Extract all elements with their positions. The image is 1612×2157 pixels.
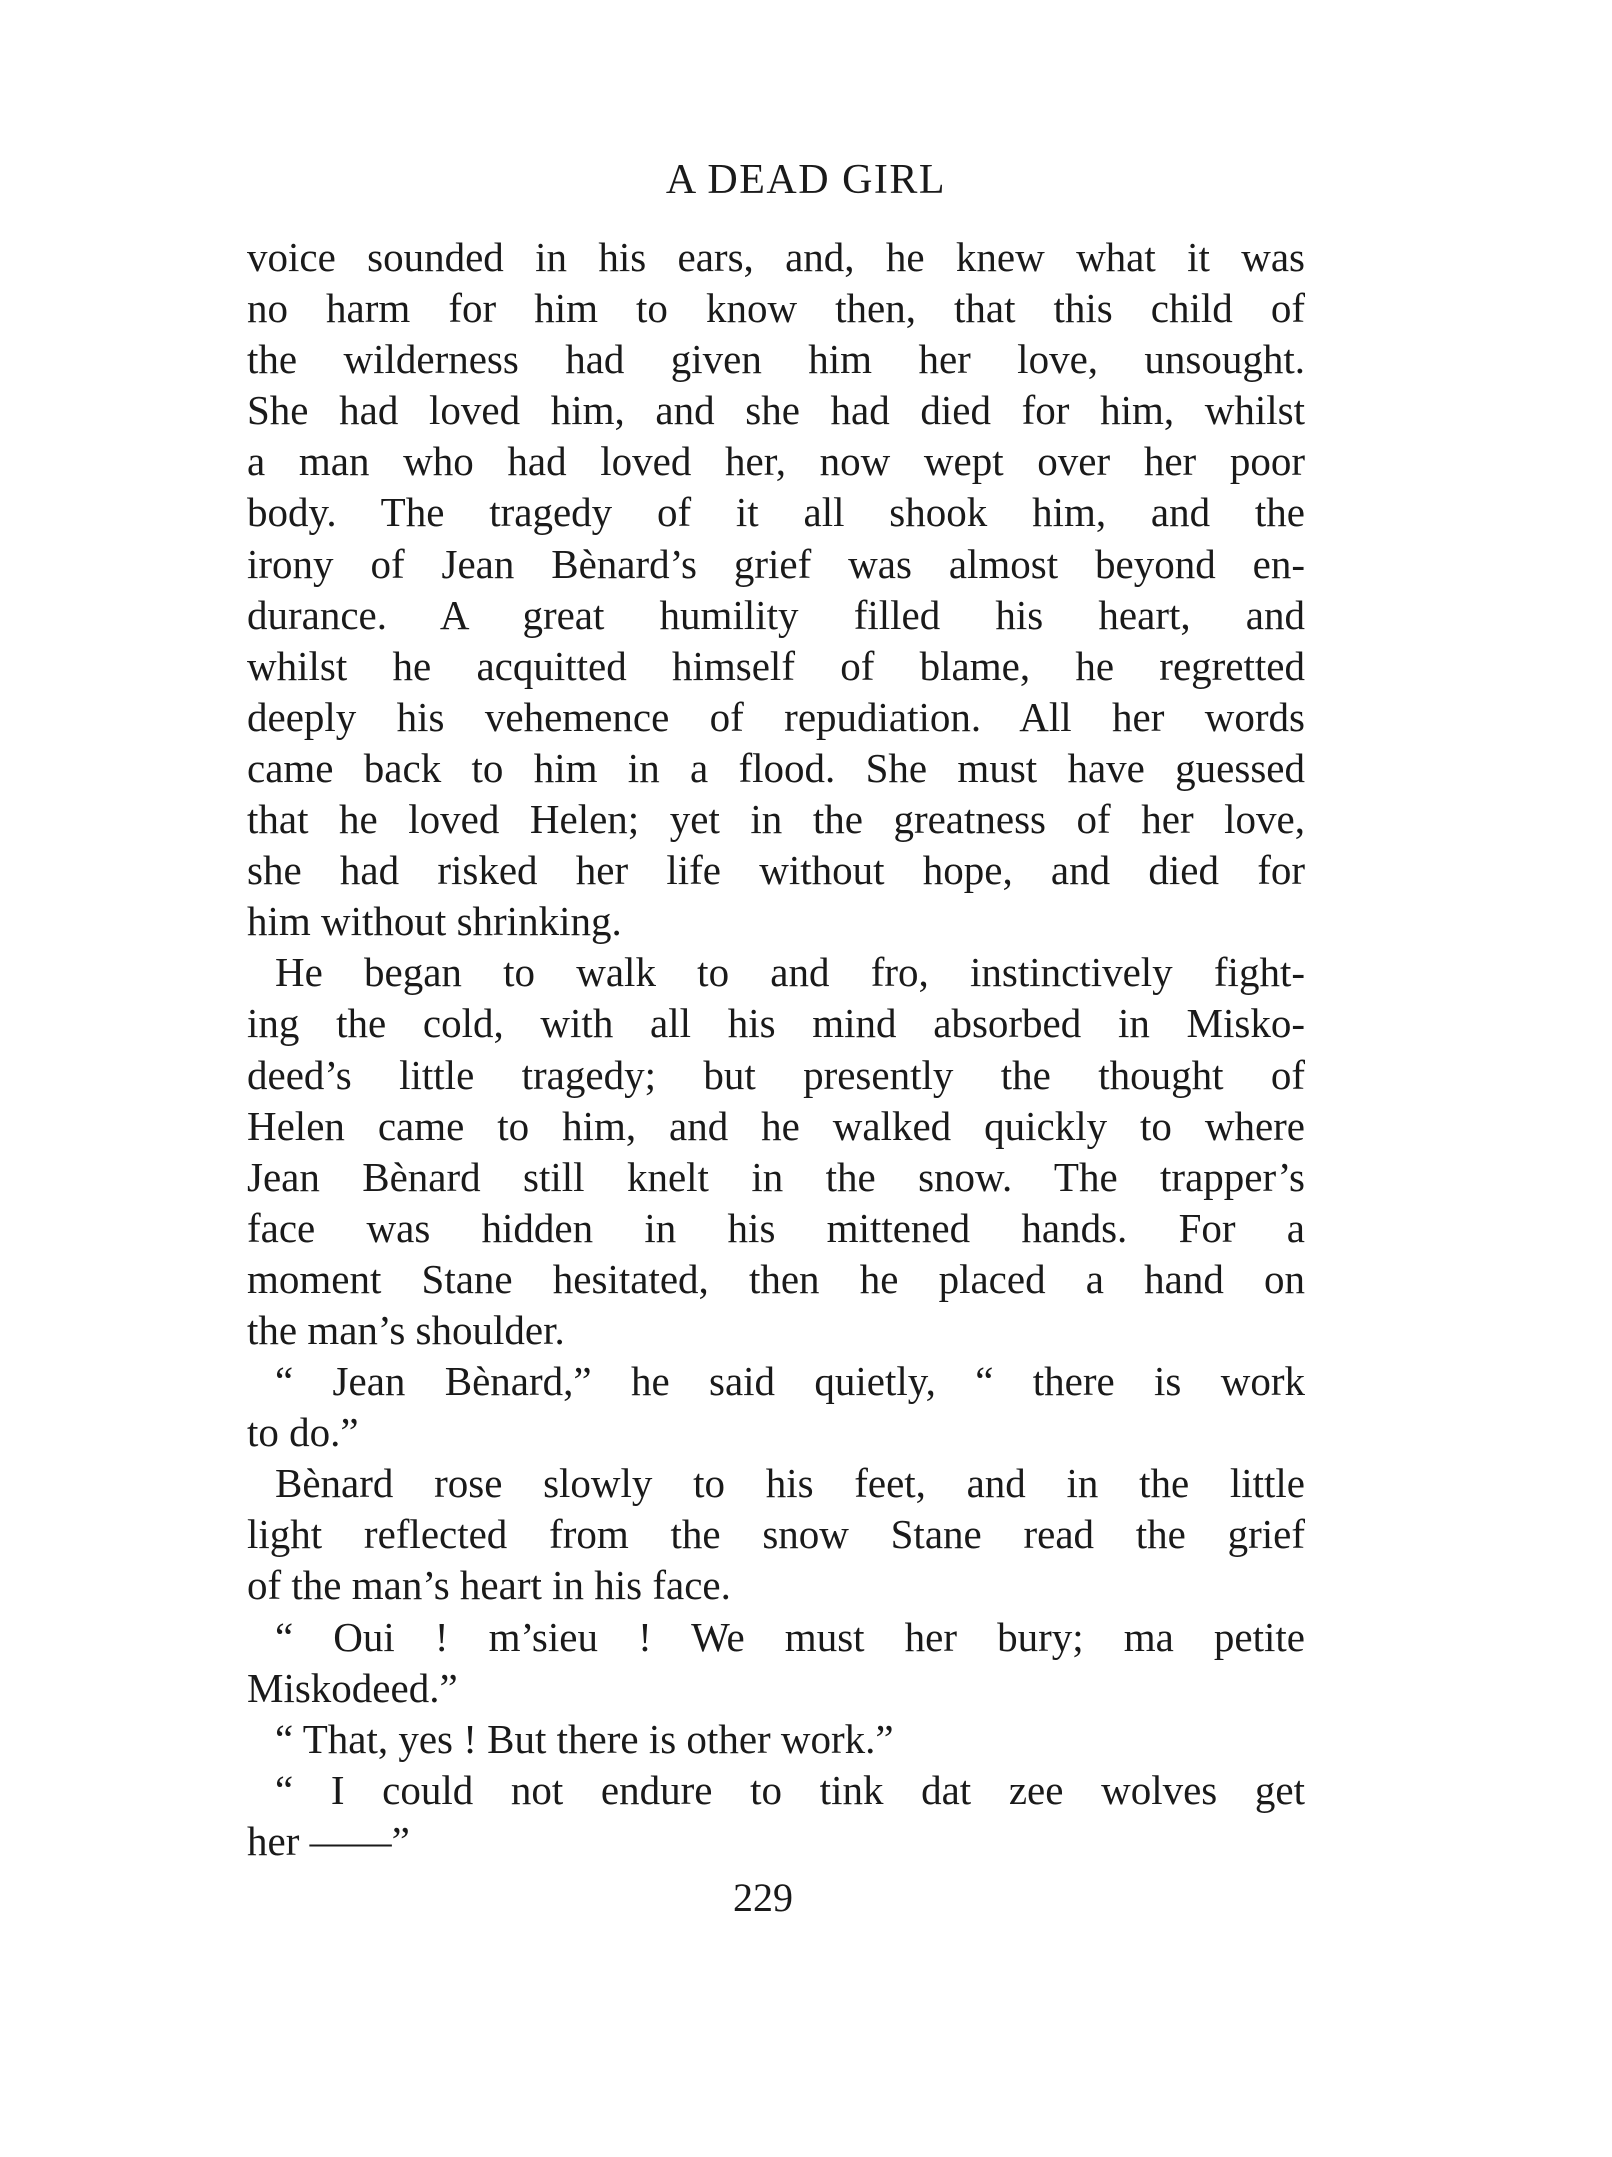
text-line: He began to walk to and fro, instinctively fight-	[275, 949, 1305, 996]
text-line: her ——”	[247, 1817, 410, 1864]
text-line: Helen came to him, and he walked quickly to where	[247, 1102, 1305, 1149]
text-line: to do.”	[247, 1409, 359, 1456]
text-line: came back to him in a flood. She must have guessed	[247, 744, 1305, 791]
page-number: 229	[733, 1875, 793, 1920]
text-line: “ Jean Bènard,” he said quietly, “ there is work	[275, 1358, 1305, 1405]
text-line: whilst he acquitted himself of blame, he regretted	[247, 642, 1305, 689]
text-line: irony of Jean Bènard’s grief was almost beyond en-	[247, 540, 1305, 587]
text-line: him without shrinking.	[247, 898, 622, 945]
text-line: Bènard rose slowly to his feet, and in the little	[275, 1460, 1305, 1507]
text-line: She had loved him, and she had died for him, whilst	[247, 387, 1305, 434]
text-line: “ Oui ! m’sieu ! We must her bury; ma petite	[275, 1613, 1305, 1660]
text-line: ing the cold, with all his mind absorbed in Misko-	[247, 1000, 1305, 1047]
text-line: face was hidden in his mittened hands. For a	[247, 1204, 1305, 1251]
text-line: light reflected from the snow Stane read the grief	[247, 1511, 1305, 1558]
text-line: she had risked her life without hope, and died for	[247, 847, 1305, 894]
text-line: durance. A great humility filled his heart, and	[247, 591, 1305, 638]
text-line: voice sounded in his ears, and, he knew what it was	[247, 234, 1305, 280]
text-line: Jean Bènard still knelt in the snow. The trapper’s	[247, 1153, 1305, 1200]
text-line: the man’s shoulder.	[247, 1306, 565, 1353]
body-text	[247, 232, 1305, 1867]
text-line: deed’s little tragedy; but presently the thought of	[247, 1051, 1305, 1098]
running-head: A DEAD GIRL	[665, 157, 947, 203]
text-line: that he loved Helen; yet in the greatness of her love,	[247, 796, 1305, 843]
text-line: a man who had loved her, now wept over her poor	[247, 438, 1305, 485]
text-line: “ I could not endure to tink dat zee wolves get	[275, 1766, 1305, 1813]
text-line: deeply his vehemence of repudiation. All her words	[247, 693, 1305, 740]
text-line: Miskodeed.”	[247, 1664, 458, 1711]
text-line: of the man’s heart in his face.	[247, 1562, 731, 1609]
text-line: “ That, yes ! But there is other work.”	[275, 1715, 894, 1762]
text-line: the wilderness had given him her love, unsought.	[247, 336, 1305, 383]
text-line: body. The tragedy of it all shook him, and the	[247, 489, 1305, 536]
text-line: moment Stane hesitated, then he placed a hand on	[247, 1255, 1305, 1302]
text-line: no harm for him to know then, that this child of	[247, 285, 1305, 332]
